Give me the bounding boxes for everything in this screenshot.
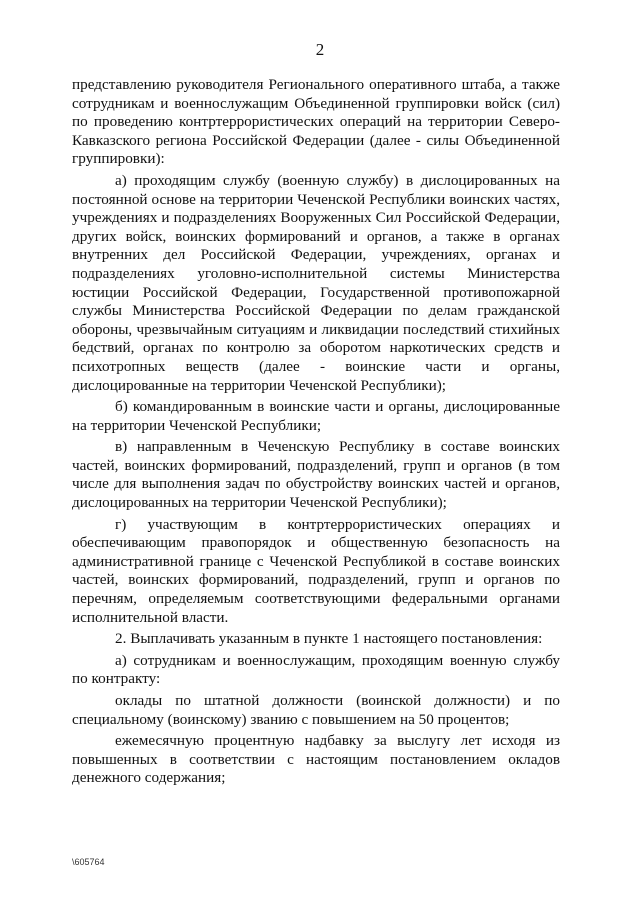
- page-number: 2: [315, 40, 325, 59]
- paragraph-item-b: б) командированным в воинские части и органы, дислоцированные на территории Чеченской Республики;: [72, 398, 560, 434]
- paragraph-item-v: в) направленным в Чеченскую Республику в составе воинских частей, воинских формирований, подразделений, групп и органов (в том числе для выполнения задач по обустройству воинских частей и органов, дислоцированных на территории Чеченской Республики);: [72, 438, 560, 512]
- paragraph-salaries: оклады по штатной должности (воинской должности) и по специальному (воинскому) званию с повышением на 50 процентов;: [72, 692, 560, 728]
- footer-document-code: \605764: [72, 857, 105, 867]
- paragraph-point-2: 2. Выплачивать указанным в пункте 1 настоящего постановления:: [115, 630, 543, 648]
- document-body: [72, 76, 560, 788]
- paragraph-item-a: а) проходящим службу (военную службу) в дислоцированных на постоянной основе на территории Чеченской Республики воинских частях, учреждениях и подразделениях Вооруженных Сил Российской Федерации, других войск, воинских формирований и органов, а также в органах внутренних дел Российской Федерации, учреждениях, органах и подразделениях уголовно-исполнительной системы Министерства юстиции Российской Федерации, Государственной противопожарной службы Министерства Российской Федерации по делам гражданской обороны, чрезвычайным ситуациям и ликвидации последствий стихийных бедствий, органах по контролю за оборотом наркотических средств и психотропных веществ (далее - воинские части и органы, дислоцированные на территории Чеченской Республики);: [72, 171, 560, 394]
- paragraph-item-g: г) участвующим в контртеррористических операциях и обеспечивающим правопорядок и общественную безопасность на административной границе с Чеченской Республикой в составе воинских частей, воинских формирований, подразделений, групп и органов по перечням, определяемым соответствующими федеральными органами исполнительной власти.: [72, 515, 560, 626]
- paragraph-intro: представлению руководителя Регионального оперативного штаба, а также сотрудникам и военнослужащим Объединенной группировки войск (сил) по проведению контртеррористических операций на территории Северо-Кавказского региона Российской Федерации (далее - силы Объединенной группировки):: [72, 76, 560, 168]
- paragraph-point-2-a: а) сотрудникам и военнослужащим, проходящим военную службу по контракту:: [72, 651, 560, 688]
- paragraph-monthly-bonus: ежемесячную процентную надбавку за выслугу лет исходя из повышенных в соответствии с настоящим постановлением окладов денежного содержания;: [72, 732, 560, 787]
